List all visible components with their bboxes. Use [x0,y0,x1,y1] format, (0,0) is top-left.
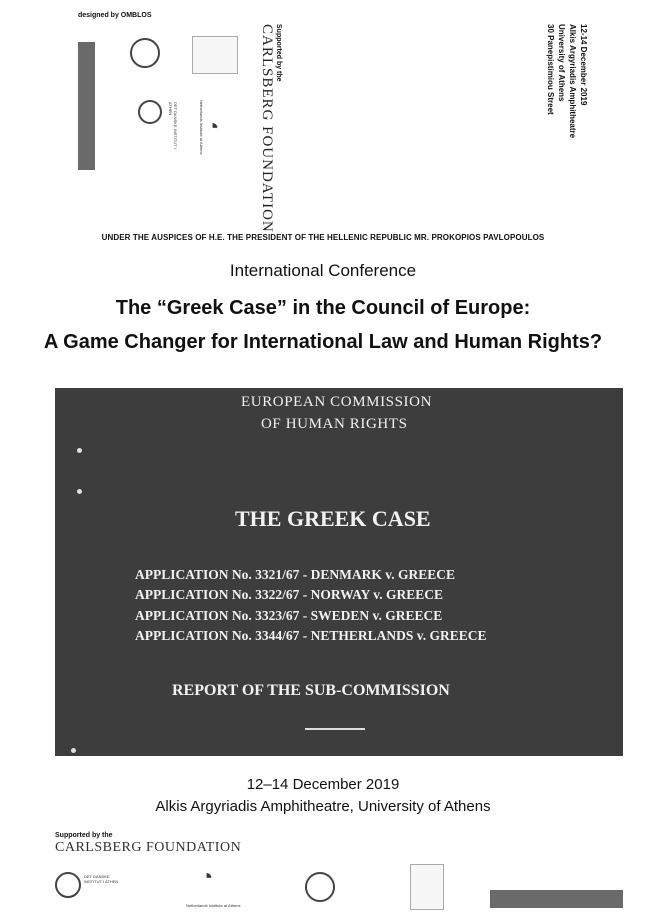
speck [71,748,76,753]
speck [77,489,82,494]
commission-line-2: OF HUMAN RIGHTS [261,416,408,432]
bottom-supported-by-label: Supported by the [55,832,113,839]
side-venue-line1: Alkis Argyriadis Amphitheatre [568,24,577,139]
bottom-carlsberg-wordmark: CARLSBERG FOUNDATION [55,840,242,855]
event-venue: Alkis Argyriadis Amphitheatre, University of Athens [155,798,491,815]
commission-line-1: EUROPEAN COMMISSION [241,394,433,410]
bottom-circular-emblem [305,872,335,902]
auspices-line: UNDER THE AUSPICES OF H.E. THE PRESIDENT OF THE HELLENIC REPUBLIC MR. PROKOPIOS PAVLOPOULOS [101,233,545,242]
side-venue-line2: University of Athens [557,24,566,102]
event-dates: 12–14 December 2019 [246,776,400,793]
bottom-netherlands-logo: ◔ [200,864,214,889]
side-event-info [545,24,589,138]
title-line-1: The “Greek Case” in the Council of Europe: [115,297,531,319]
institute-building-logo [192,36,238,74]
bottom-danish-institute-name: DET DANSKE INSTITUT I ATHEN [84,874,119,884]
application-line: APPLICATION No. 3323/67 - SWEDEN v. GREECE [135,608,443,623]
netherlands-institute-logo: ◔ [206,114,220,139]
report-line: REPORT OF THE SUB-COMMISSION [172,682,450,699]
application-line: APPLICATION No. 3344/67 - NETHERLANDS v. GREECE [135,628,487,643]
designer-credit: designed by OMBLOS [78,12,152,19]
danish-institute-logo [138,100,162,124]
supported-by-label: Supported by the [275,24,282,82]
bottom-danish-institute-logo [55,872,81,898]
bottom-foundation-logo-bar [490,890,623,908]
bottom-institute-building-logo [410,864,444,910]
conference-label: International Conference [229,261,417,280]
netherlands-institute-name: Netherlands Institute at Athens [199,100,204,155]
foundation-logo-bar [78,42,95,170]
title-line-2: A Game Changer for International Law and Human Rights? [43,331,603,353]
carlsberg-foundation-wordmark: CARLSBERG FOUNDATION [259,24,275,233]
greek-case-document-photo [55,388,623,756]
application-line: APPLICATION No. 3322/67 - NORWAY v. GREECE [135,587,444,602]
side-venue-line3: 30 Panepistimiou Street [546,24,555,115]
speck [77,448,82,453]
underline-mark [305,728,365,730]
top-supporter-block [258,24,282,233]
bottom-netherlands-name: Netherlands Institute at Athens [186,903,241,908]
case-title: THE GREEK CASE [235,506,431,531]
side-dates: 12-14 December 2019 [579,24,588,106]
danish-institute-name: DET DANSKE INSTITUT I ATHEN [168,102,178,149]
circular-emblem-logo [130,38,160,68]
application-line: APPLICATION No. 3321/67 - DENMARK v. GREECE [135,567,456,582]
